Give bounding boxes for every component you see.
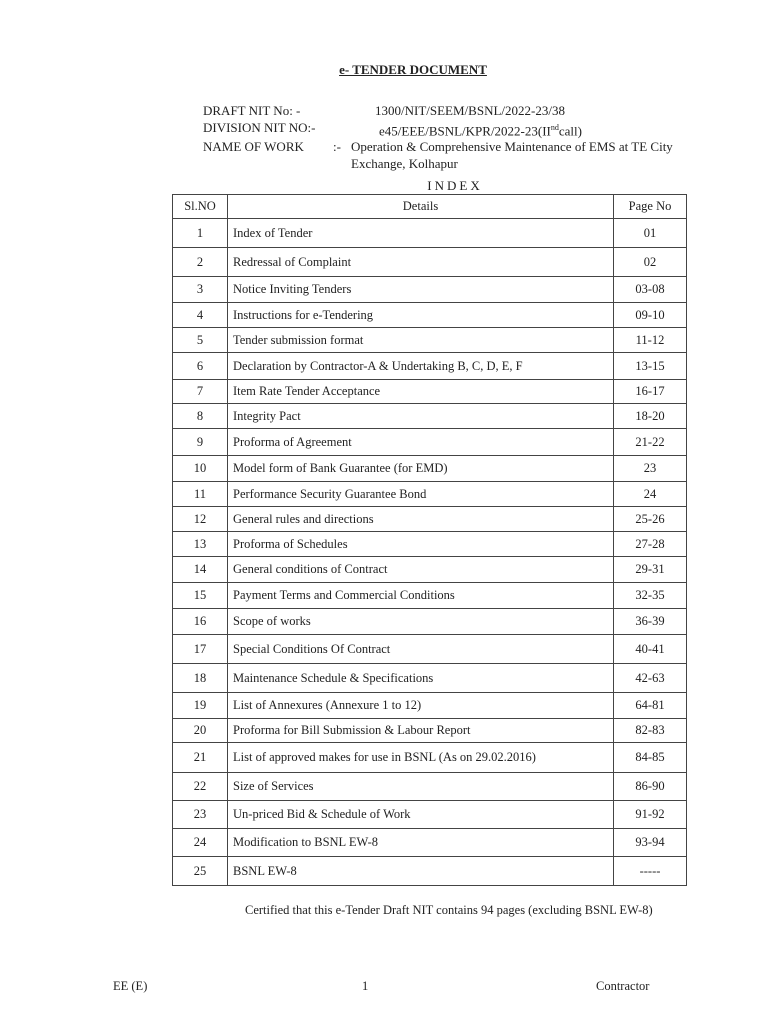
name-of-work-label: NAME OF WORK <box>203 139 304 155</box>
table-row <box>173 507 687 532</box>
row-sl-no: 21 <box>173 743 228 773</box>
row-sl-no: 4 <box>173 303 228 328</box>
row-details: List of approved makes for use in BSNL (As on 29.02.2016) <box>228 743 614 773</box>
row-details: Special Conditions Of Contract <box>228 635 614 664</box>
row-details: General conditions of Contract <box>228 557 614 583</box>
row-page-no: 84-85 <box>614 743 687 773</box>
table-row <box>173 456 687 482</box>
row-details: Item Rate Tender Acceptance <box>228 380 614 404</box>
row-page-no: 93-94 <box>614 829 687 857</box>
row-page-no: 18-20 <box>614 404 687 429</box>
row-sl-no: 17 <box>173 635 228 664</box>
table-row <box>173 609 687 635</box>
row-sl-no: 14 <box>173 557 228 583</box>
document-title: e- TENDER DOCUMENT <box>339 62 487 77</box>
row-page-no: 27-28 <box>614 532 687 557</box>
row-details: Proforma of Schedules <box>228 532 614 557</box>
row-details: Payment Terms and Commercial Conditions <box>228 583 614 609</box>
row-details: Integrity Pact <box>228 404 614 429</box>
row-details: BSNL EW-8 <box>228 857 614 886</box>
table-row <box>173 743 687 773</box>
row-page-no: 42-63 <box>614 664 687 693</box>
table-row <box>173 219 687 248</box>
header-sl-no: Sl.NO <box>173 195 228 219</box>
row-details: Tender submission format <box>228 328 614 353</box>
draft-nit-label: DRAFT NIT No: - <box>203 103 301 118</box>
row-page-no: 82-83 <box>614 719 687 743</box>
row-page-no: 16-17 <box>614 380 687 404</box>
row-details: Scope of works <box>228 609 614 635</box>
row-details: Index of Tender <box>228 219 614 248</box>
row-sl-no: 25 <box>173 857 228 886</box>
row-details: Proforma for Bill Submission & Labour Report <box>228 719 614 743</box>
row-sl-no: 23 <box>173 801 228 829</box>
row-sl-no: 7 <box>173 380 228 404</box>
row-details: List of Annexures (Annexure 1 to 12) <box>228 693 614 719</box>
table-row <box>173 857 687 886</box>
row-page-no: 09-10 <box>614 303 687 328</box>
row-details: Instructions for e-Tendering <box>228 303 614 328</box>
table-row <box>173 380 687 404</box>
table-row <box>173 482 687 507</box>
row-details: Modification to BSNL EW-8 <box>228 829 614 857</box>
row-sl-no: 19 <box>173 693 228 719</box>
row-sl-no: 8 <box>173 404 228 429</box>
draft-nit-value: 1300/NIT/SEEM/BSNL/2022-23/38 <box>375 103 565 118</box>
row-sl-no: 6 <box>173 353 228 380</box>
row-page-no: 13-15 <box>614 353 687 380</box>
row-sl-no: 16 <box>173 609 228 635</box>
row-page-no: 91-92 <box>614 801 687 829</box>
nit-details <box>203 103 691 172</box>
row-page-no: ----- <box>614 857 687 886</box>
row-sl-no: 1 <box>173 219 228 248</box>
row-sl-no: 13 <box>173 532 228 557</box>
row-details: Model form of Bank Guarantee (for EMD) <box>228 456 614 482</box>
header-page-no: Page No <box>614 195 687 219</box>
row-page-no: 02 <box>614 248 687 277</box>
row-page-no: 24 <box>614 482 687 507</box>
name-of-work-row <box>203 139 691 172</box>
row-sl-no: 15 <box>173 583 228 609</box>
row-sl-no: 5 <box>173 328 228 353</box>
table-header-row <box>173 195 687 219</box>
table-row <box>173 801 687 829</box>
row-sl-no: 9 <box>173 429 228 456</box>
table-row <box>173 557 687 583</box>
header-details: Details <box>228 195 614 219</box>
row-page-no: 40-41 <box>614 635 687 664</box>
row-page-no: 29-31 <box>614 557 687 583</box>
division-nit-row <box>203 120 691 140</box>
table-row <box>173 664 687 693</box>
row-page-no: 86-90 <box>614 773 687 801</box>
table-row <box>173 429 687 456</box>
table-row <box>173 404 687 429</box>
row-sl-no: 20 <box>173 719 228 743</box>
footer-right: Contractor <box>596 979 650 993</box>
row-sl-no: 12 <box>173 507 228 532</box>
row-details: Performance Security Guarantee Bond <box>228 482 614 507</box>
name-of-work-value: Operation & Comprehensive Maintenance of EMS at TE City Exchange, Kolhapur <box>351 139 673 171</box>
row-details: Proforma of Agreement <box>228 429 614 456</box>
row-page-no: 11-12 <box>614 328 687 353</box>
row-page-no: 21-22 <box>614 429 687 456</box>
row-page-no: 01 <box>614 219 687 248</box>
table-row <box>173 353 687 380</box>
table-row <box>173 248 687 277</box>
row-page-no: 32-35 <box>614 583 687 609</box>
row-details: Un-priced Bid & Schedule of Work <box>228 801 614 829</box>
row-details: Declaration by Contractor-A & Undertaking B, C, D, E, F <box>228 353 614 380</box>
row-sl-no: 10 <box>173 456 228 482</box>
row-details: Size of Services <box>228 773 614 801</box>
table-row <box>173 693 687 719</box>
table-row <box>173 532 687 557</box>
table-row <box>173 773 687 801</box>
table-row <box>173 829 687 857</box>
row-sl-no: 18 <box>173 664 228 693</box>
row-details: Maintenance Schedule & Specifications <box>228 664 614 693</box>
row-page-no: 03-08 <box>614 277 687 303</box>
row-page-no: 23 <box>614 456 687 482</box>
row-page-no: 25-26 <box>614 507 687 532</box>
table-row <box>173 583 687 609</box>
index-table <box>172 194 687 886</box>
draft-nit-row <box>203 103 691 120</box>
row-sl-no: 24 <box>173 829 228 857</box>
table-row <box>173 719 687 743</box>
row-page-no: 64-81 <box>614 693 687 719</box>
row-details: General rules and directions <box>228 507 614 532</box>
row-page-no: 36-39 <box>614 609 687 635</box>
table-row <box>173 303 687 328</box>
division-nit-value: e45/EEE/BSNL/KPR/2022-23(IIndcall) <box>379 122 582 138</box>
index-heading: INDEX <box>427 178 483 193</box>
footer-left: EE (E) <box>113 979 148 993</box>
row-sl-no: 22 <box>173 773 228 801</box>
row-sl-no: 2 <box>173 248 228 277</box>
row-sl-no: 11 <box>173 482 228 507</box>
row-sl-no: 3 <box>173 277 228 303</box>
table-row <box>173 277 687 303</box>
row-details: Redressal of Complaint <box>228 248 614 277</box>
certificate-note: Certified that this e-Tender Draft NIT contains 94 pages (excluding BSNL EW-8) <box>245 903 653 917</box>
table-row <box>173 635 687 664</box>
table-row <box>173 328 687 353</box>
row-details: Notice Inviting Tenders <box>228 277 614 303</box>
division-nit-label: DIVISION NIT NO:- <box>203 119 316 135</box>
name-of-work-separator: :- <box>333 139 341 155</box>
page-number: 1 <box>362 979 369 993</box>
